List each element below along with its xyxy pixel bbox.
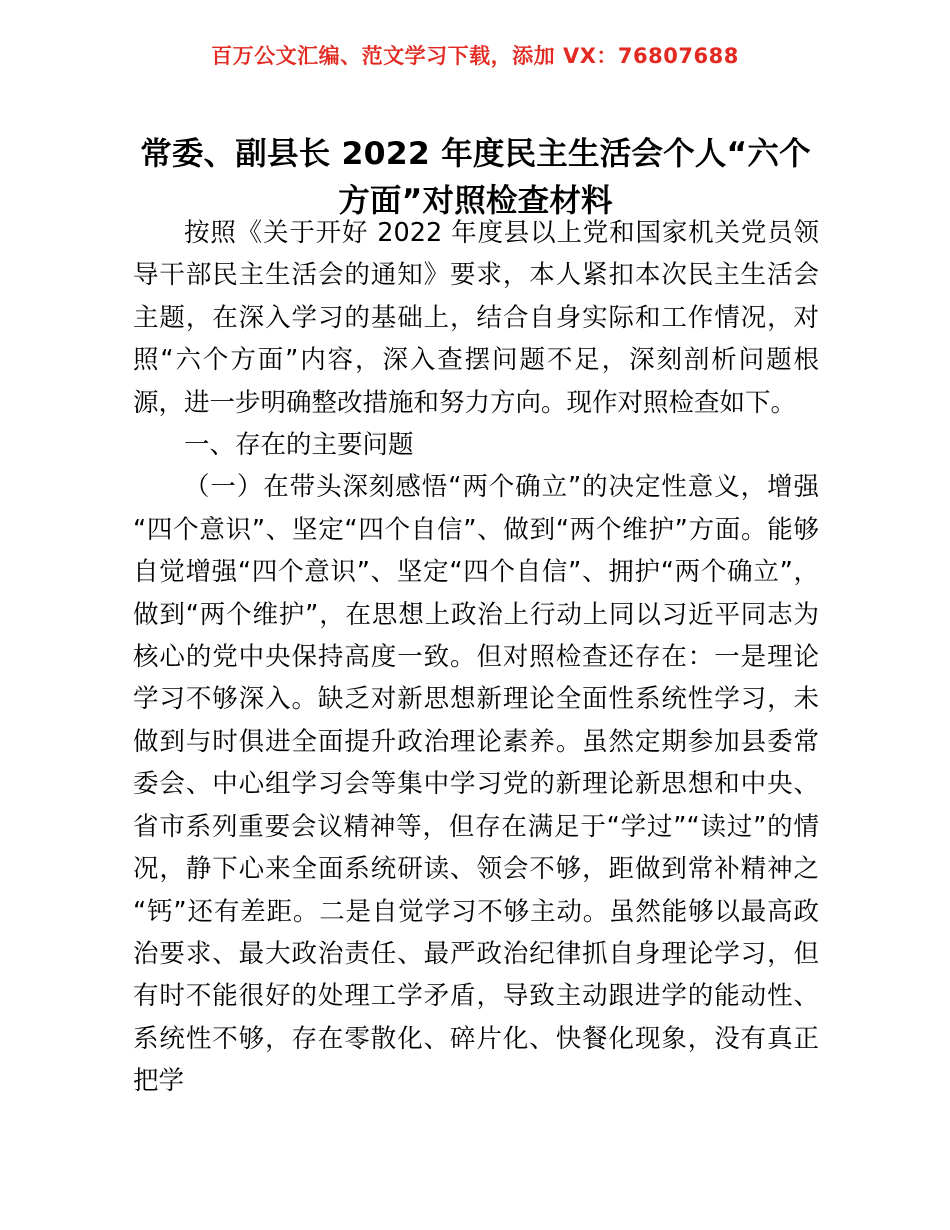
paragraph-intro: 按照《关于开好 2022 年度县以上党和国家机关党员领导干部民主生活会的通知》要求，本人紧扣本次民主生活会主题，在深入学习的基础上，结合自身实际和工作情况，对照“六个方面”内容，深入查摆问题不足，深刻剖析问题根源，进一步明确整改措施和努力方向。现作对照检查如下。 [133,218,819,418]
watermark-banner [0,44,950,69]
paragraph-section-one-item-one: （一）在带头深刻感悟“两个确立”的决定性意义，增强“四个意识”、坚定“四个自信”、做到“两个维护”方面。能够自觉增强“四个意识”、坚定“四个自信”、拥护“两个确立”，做到“两个维护”，在思想上政治上行动上同以习近平同志为核心的党中央保持高度一致。但对照检查还存在：一是理论学习不够深入。缺乏对新思想新理论全面性系统性学习，未做到与时俱进全面提升政治理论素养。虽然定期参加县委常委会、中心组学习会等集中学习党的新理论新思想和中央、省市系列重要会议精神等，但存在满足于“学过”“读过”的情况，静下心来全面系统研读、领会不够，距做到常补精神之“钙”还有差距。二是自觉学习不够主动。虽然能够以最高政治要求、最大政治责任、最严政治纪律抓自身理论学习，但有时不能很好的处理工学矛盾，导致主动跟进学的能动性、系统性不够，存在零散化、碎片化、快餐化现象，没有真正把学 [133,472,819,1097]
page-title: 常委、副县长 2022 年度民主生活会个人“六个方面”对照检查材料 [140,136,811,219]
document-body [133,212,819,1103]
section-heading-main-problems: 一、存在的主要问题 [184,430,414,461]
watermark-text: 百万公文汇编、范文学习下载，添加 VX：76807688 [211,44,739,68]
